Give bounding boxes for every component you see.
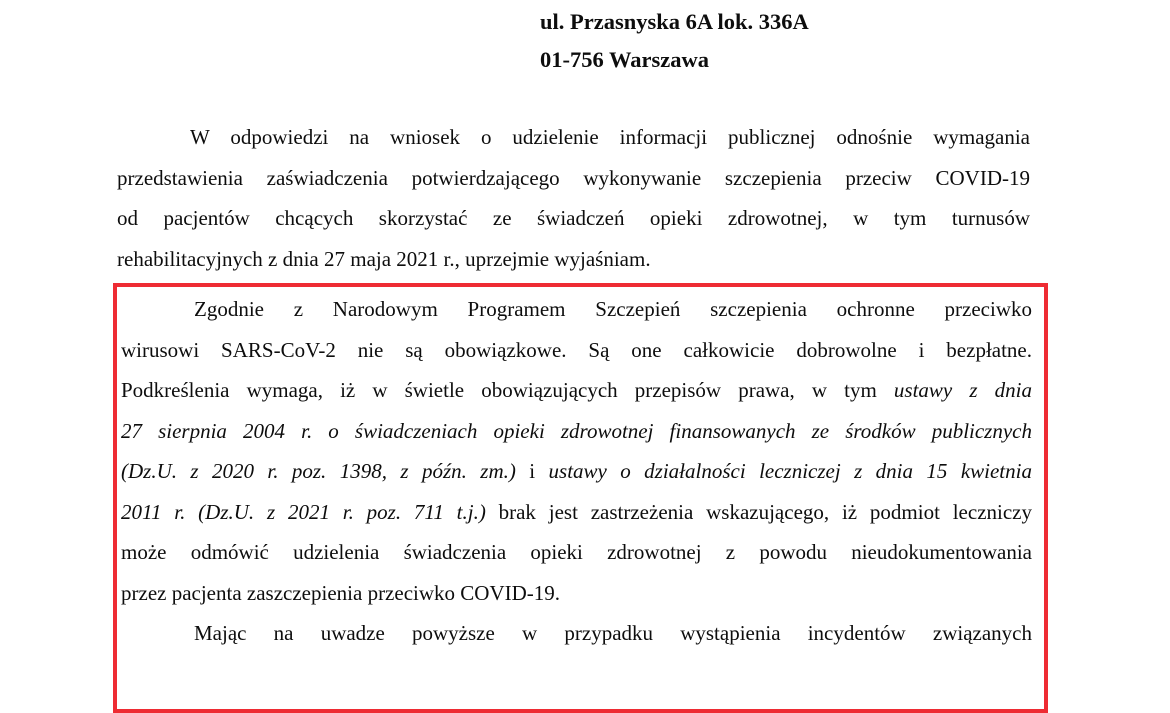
- text-line: 27 sierpnia 2004 r. o świadczeniach opieki zdrowotnej finansowanych ze środków publicznych: [121, 418, 1032, 443]
- recipient-address: [540, 3, 809, 79]
- highlight-box-text: [121, 289, 1032, 654]
- text-line: Mając na uwadze powyższe w przypadku wystąpienia incydentów związanych: [194, 621, 1032, 646]
- text-line: Zgodnie z Narodowym Programem Szczepień szczepienia ochronne przeciwko: [194, 297, 1032, 321]
- text-line: W odpowiedzi na wniosek o udzielenie informacji publicznej odnośnie wymagania: [190, 125, 1030, 149]
- text-line: przez pacjenta zaszczepienia przeciwko COVID-19.: [121, 580, 561, 605]
- text-line: (Dz.U. z 2020 r. poz. 1398, z późn. zm.) i ustawy o działalności leczniczej z dnia 15 kwietnia: [121, 459, 1032, 484]
- text-line: Podkreślenia wymaga, iż w świetle obowiązujących przepisów prawa, w tym ustawy z dnia: [121, 378, 1032, 403]
- text-line: 2011 r. (Dz.U. z 2021 r. poz. 711 t.j.) brak jest zastrzeżenia wskazującego, iż podmiot leczniczy: [121, 499, 1032, 524]
- red-highlight-box: [113, 283, 1048, 713]
- text-line: rehabilitacyjnych z dnia 27 maja 2021 r., uprzejmie wyjaśniam.: [117, 246, 651, 271]
- text-line: wirusowi SARS-CoV-2 nie są obowiązkowe. Są one całkowicie dobrowolne i bezpłatne.: [121, 337, 1032, 362]
- text-line: od pacjentów chcących skorzystać ze świadczeń opieki zdrowotnej, w tym turnusów: [117, 206, 1030, 231]
- text-line: przedstawienia zaświadczenia potwierdzającego wykonywanie szczepienia przeciw COVID-19: [117, 165, 1030, 190]
- text-line: może odmówić udzielenia świadczenia opieki zdrowotnej z powodu nieudokumentowania: [121, 540, 1032, 565]
- address-city-line: 01-756 Warszawa: [540, 47, 709, 72]
- intro-paragraph: [117, 117, 1030, 279]
- address-street-line: ul. Przasnyska 6A lok. 336A: [540, 9, 809, 34]
